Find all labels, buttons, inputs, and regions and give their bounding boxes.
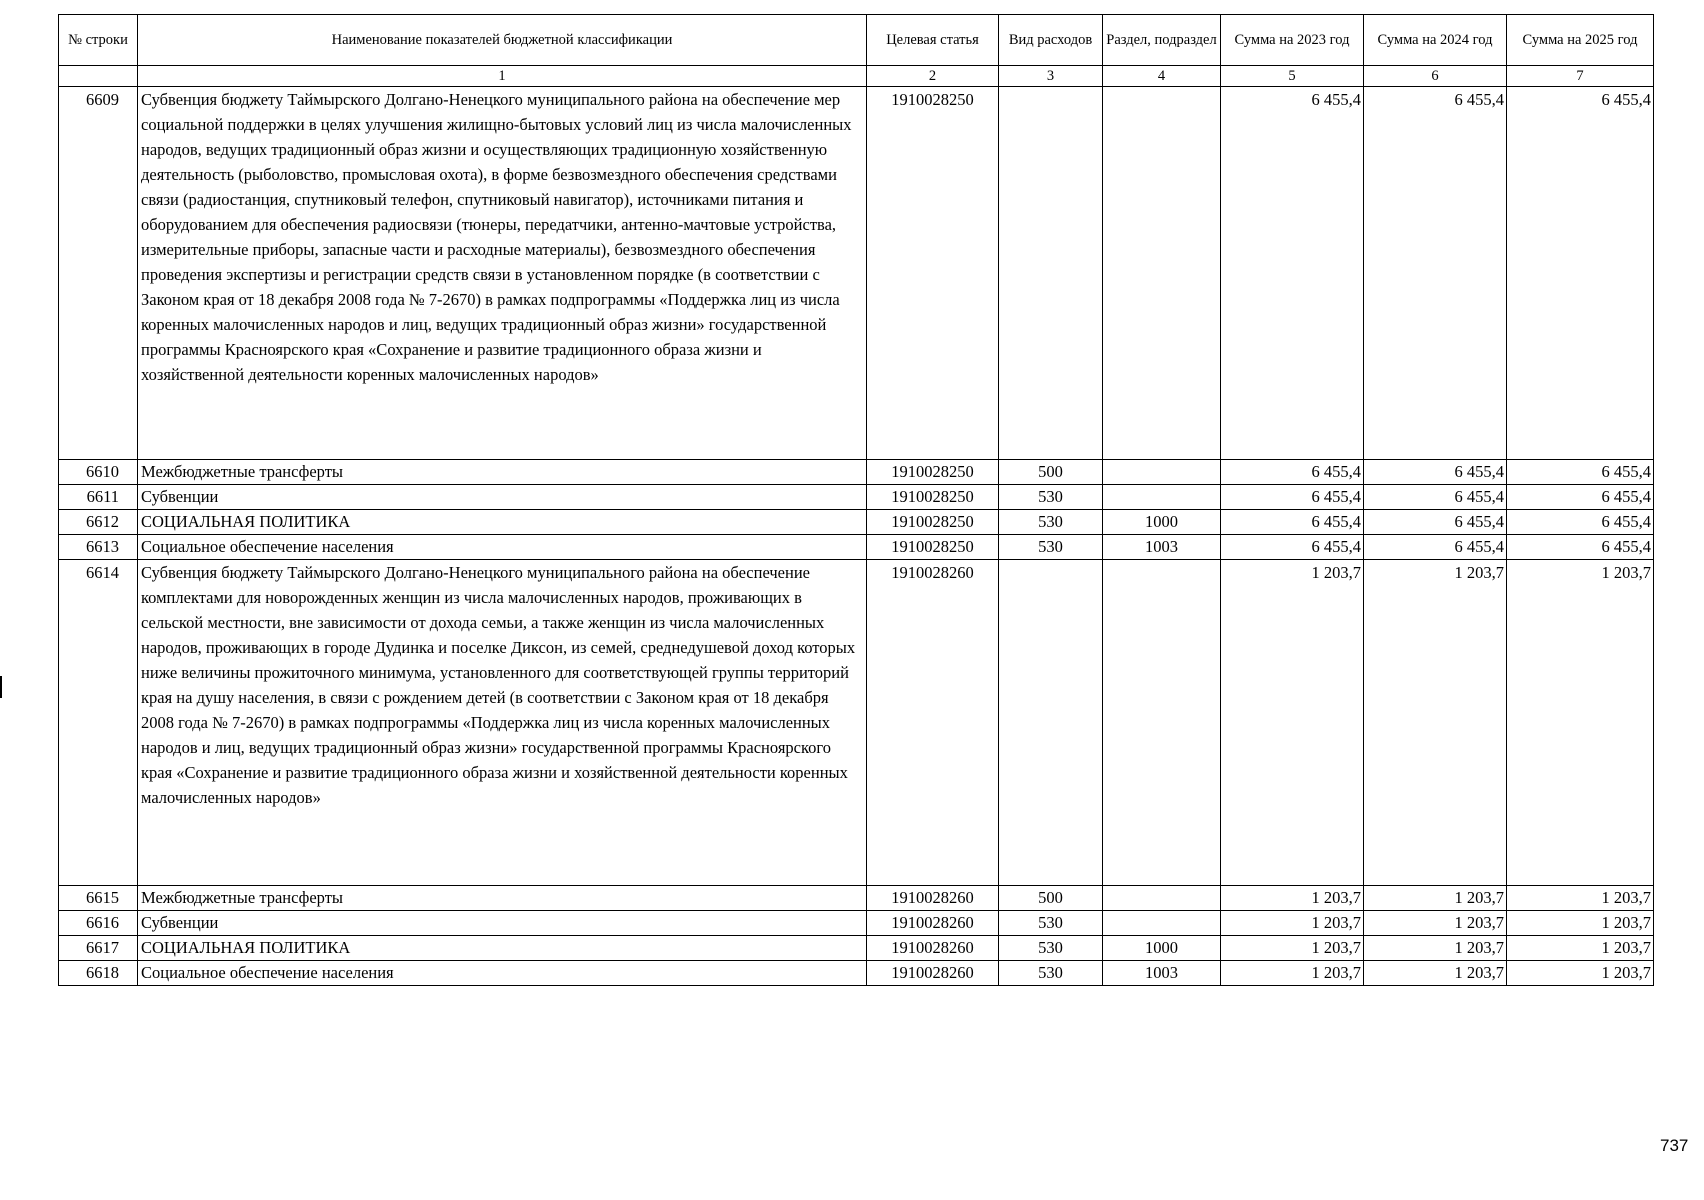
- row-sum-2024: 1 203,7: [1364, 911, 1507, 936]
- row-target: 1910028260: [867, 936, 999, 961]
- colnum-expense-type: 3: [999, 66, 1103, 87]
- table-row: [59, 87, 1654, 460]
- row-sum-2023: 1 203,7: [1221, 886, 1364, 911]
- row-name: Межбюджетные трансферты: [138, 460, 867, 485]
- header-sum-2024: Сумма на 2024 год: [1364, 15, 1507, 66]
- header-section: Раздел, подраздел: [1103, 15, 1221, 66]
- row-sum-2024: 6 455,4: [1364, 460, 1507, 485]
- header-row: [59, 15, 1654, 66]
- row-target: 1910028250: [867, 510, 999, 535]
- row-name: Субвенции: [138, 485, 867, 510]
- row-number: 6610: [59, 460, 138, 485]
- row-name: СОЦИАЛЬНАЯ ПОЛИТИКА: [138, 936, 867, 961]
- budget-table: [58, 14, 1654, 986]
- header-expense-type: Вид расходов: [999, 15, 1103, 66]
- row-sum-2025: 6 455,4: [1507, 485, 1654, 510]
- header-sum-2025: Сумма на 2025 год: [1507, 15, 1654, 66]
- row-number: 6611: [59, 485, 138, 510]
- table-row: [59, 485, 1654, 510]
- row-section: [1103, 560, 1221, 886]
- row-expense-type: [999, 87, 1103, 460]
- page-number: 737: [1660, 1136, 1689, 1155]
- column-numbers-row: [59, 66, 1654, 87]
- table-row: [59, 560, 1654, 886]
- table-row: [59, 936, 1654, 961]
- row-expense-type: [999, 560, 1103, 886]
- row-target: 1910028260: [867, 961, 999, 986]
- row-name: Межбюджетные трансферты: [138, 886, 867, 911]
- row-sum-2023: 6 455,4: [1221, 485, 1364, 510]
- row-sum-2025: 6 455,4: [1507, 460, 1654, 485]
- row-sum-2025: 1 203,7: [1507, 936, 1654, 961]
- header-sum-2023: Сумма на 2023 год: [1221, 15, 1364, 66]
- row-sum-2024: 6 455,4: [1364, 87, 1507, 460]
- row-sum-2023: 1 203,7: [1221, 911, 1364, 936]
- row-sum-2023: 1 203,7: [1221, 936, 1364, 961]
- row-name: СОЦИАЛЬНАЯ ПОЛИТИКА: [138, 510, 867, 535]
- table-row: [59, 460, 1654, 485]
- colnum-sum-2024: 6: [1364, 66, 1507, 87]
- row-number: 6612: [59, 510, 138, 535]
- table-row: [59, 535, 1654, 560]
- row-sum-2025: 1 203,7: [1507, 886, 1654, 911]
- row-sum-2025: 1 203,7: [1507, 560, 1654, 886]
- row-sum-2025: 6 455,4: [1507, 535, 1654, 560]
- table-row: [59, 886, 1654, 911]
- row-section: [1103, 460, 1221, 485]
- header-name: Наименование показателей бюджетной классификации: [138, 15, 867, 66]
- colnum-target: 2: [867, 66, 999, 87]
- margin-mark: [0, 676, 2, 698]
- row-sum-2025: 1 203,7: [1507, 961, 1654, 986]
- row-sum-2024: 6 455,4: [1364, 485, 1507, 510]
- row-name: Субвенция бюджету Таймырского Долгано-Ненецкого муниципального района на обеспечение комплектами для новорожденных женщин из числа малочисленных народов, проживающих в сельской местности, вне зависимости от дохода семьи, а также женщин из числа малочисленных народов, проживающих в городе Дудинка и поселке Диксон, из семей, среднедушевой доход которых ниже величины прожиточного минимума, установленного для соответствующей группы территорий края на душу населения, в связи с рождением детей (в соответствии с Законом края от 18 декабря 2008 года № 7-2670) в рамках подпрограммы «Поддержка лиц из числа коренных малочисленных народов и лиц, ведущих традиционный образ жизни» государственной программы Красноярского края «Сохранение и развитие традиционного образа жизни и хозяйственной деятельности коренных малочисленных народов»: [138, 560, 867, 886]
- row-section: 1003: [1103, 961, 1221, 986]
- row-number: 6614: [59, 560, 138, 886]
- row-target: 1910028260: [867, 886, 999, 911]
- colnum-sum-2023: 5: [1221, 66, 1364, 87]
- row-name: Социальное обеспечение населения: [138, 535, 867, 560]
- colnum-section: 4: [1103, 66, 1221, 87]
- colnum-name: 1: [138, 66, 867, 87]
- row-section: [1103, 87, 1221, 460]
- row-expense-type: 530: [999, 911, 1103, 936]
- row-number: 6609: [59, 87, 138, 460]
- row-section: [1103, 485, 1221, 510]
- row-number: 6616: [59, 911, 138, 936]
- row-sum-2025: 6 455,4: [1507, 510, 1654, 535]
- row-sum-2023: 6 455,4: [1221, 460, 1364, 485]
- row-target: 1910028250: [867, 485, 999, 510]
- budget-sheet: [58, 14, 1653, 986]
- row-target: 1910028250: [867, 535, 999, 560]
- row-expense-type: 530: [999, 485, 1103, 510]
- colnum-sum-2025: 7: [1507, 66, 1654, 87]
- table-row: [59, 961, 1654, 986]
- row-sum-2023: 1 203,7: [1221, 961, 1364, 986]
- row-target: 1910028250: [867, 460, 999, 485]
- row-sum-2024: 1 203,7: [1364, 560, 1507, 886]
- row-sum-2023: 6 455,4: [1221, 510, 1364, 535]
- row-sum-2024: 1 203,7: [1364, 961, 1507, 986]
- row-sum-2023: 6 455,4: [1221, 87, 1364, 460]
- row-target: 1910028260: [867, 560, 999, 886]
- row-target: 1910028250: [867, 87, 999, 460]
- row-sum-2024: 1 203,7: [1364, 886, 1507, 911]
- header-row-no: № строки: [59, 15, 138, 66]
- row-section: 1000: [1103, 510, 1221, 535]
- table-row: [59, 510, 1654, 535]
- row-expense-type: 530: [999, 961, 1103, 986]
- row-sum-2024: 1 203,7: [1364, 936, 1507, 961]
- row-sum-2023: 1 203,7: [1221, 560, 1364, 886]
- row-sum-2024: 6 455,4: [1364, 535, 1507, 560]
- header-target: Целевая статья: [867, 15, 999, 66]
- row-number: 6615: [59, 886, 138, 911]
- row-expense-type: 530: [999, 535, 1103, 560]
- row-sum-2025: 6 455,4: [1507, 87, 1654, 460]
- row-number: 6617: [59, 936, 138, 961]
- row-expense-type: 530: [999, 936, 1103, 961]
- row-expense-type: 500: [999, 886, 1103, 911]
- row-section: 1000: [1103, 936, 1221, 961]
- row-section: 1003: [1103, 535, 1221, 560]
- row-section: [1103, 911, 1221, 936]
- row-number: 6613: [59, 535, 138, 560]
- row-number: 6618: [59, 961, 138, 986]
- colnum-row-no: [59, 66, 138, 87]
- row-name: Субвенции: [138, 911, 867, 936]
- row-name: Социальное обеспечение населения: [138, 961, 867, 986]
- row-target: 1910028260: [867, 911, 999, 936]
- row-section: [1103, 886, 1221, 911]
- row-sum-2023: 6 455,4: [1221, 535, 1364, 560]
- row-sum-2024: 6 455,4: [1364, 510, 1507, 535]
- row-expense-type: 500: [999, 460, 1103, 485]
- row-name: Субвенция бюджету Таймырского Долгано-Ненецкого муниципального района на обеспечение мер социальной поддержки в целях улучшения жилищно-бытовых условий лиц из числа малочисленных народов, ведущих традиционный образ жизни и осуществляющих традиционную хозяйственную деятельность (рыболовство, промысловая охота), в форме безвозмездного обеспечения средствами связи (радиостанция, спутниковый телефон, спутниковый навигатор), источниками питания и оборудованием для обеспечения радиосвязи (тюнеры, передатчики, антенно-мачтовые устройства, измерительные приборы, запасные части и расходные материалы), безвозмездного обеспечения проведения экспертизы и регистрации средств связи в установленном порядке (в соответствии с Законом края от 18 декабря 2008 года № 7-2670) в рамках подпрограммы «Поддержка лиц из числа коренных малочисленных народов и лиц, ведущих традиционный образ жизни» государственной программы Красноярского края «Сохранение и развитие традиционного образа жизни и хозяйственной деятельности коренных малочисленных народов»: [138, 87, 867, 460]
- row-expense-type: 530: [999, 510, 1103, 535]
- table-row: [59, 911, 1654, 936]
- row-sum-2025: 1 203,7: [1507, 911, 1654, 936]
